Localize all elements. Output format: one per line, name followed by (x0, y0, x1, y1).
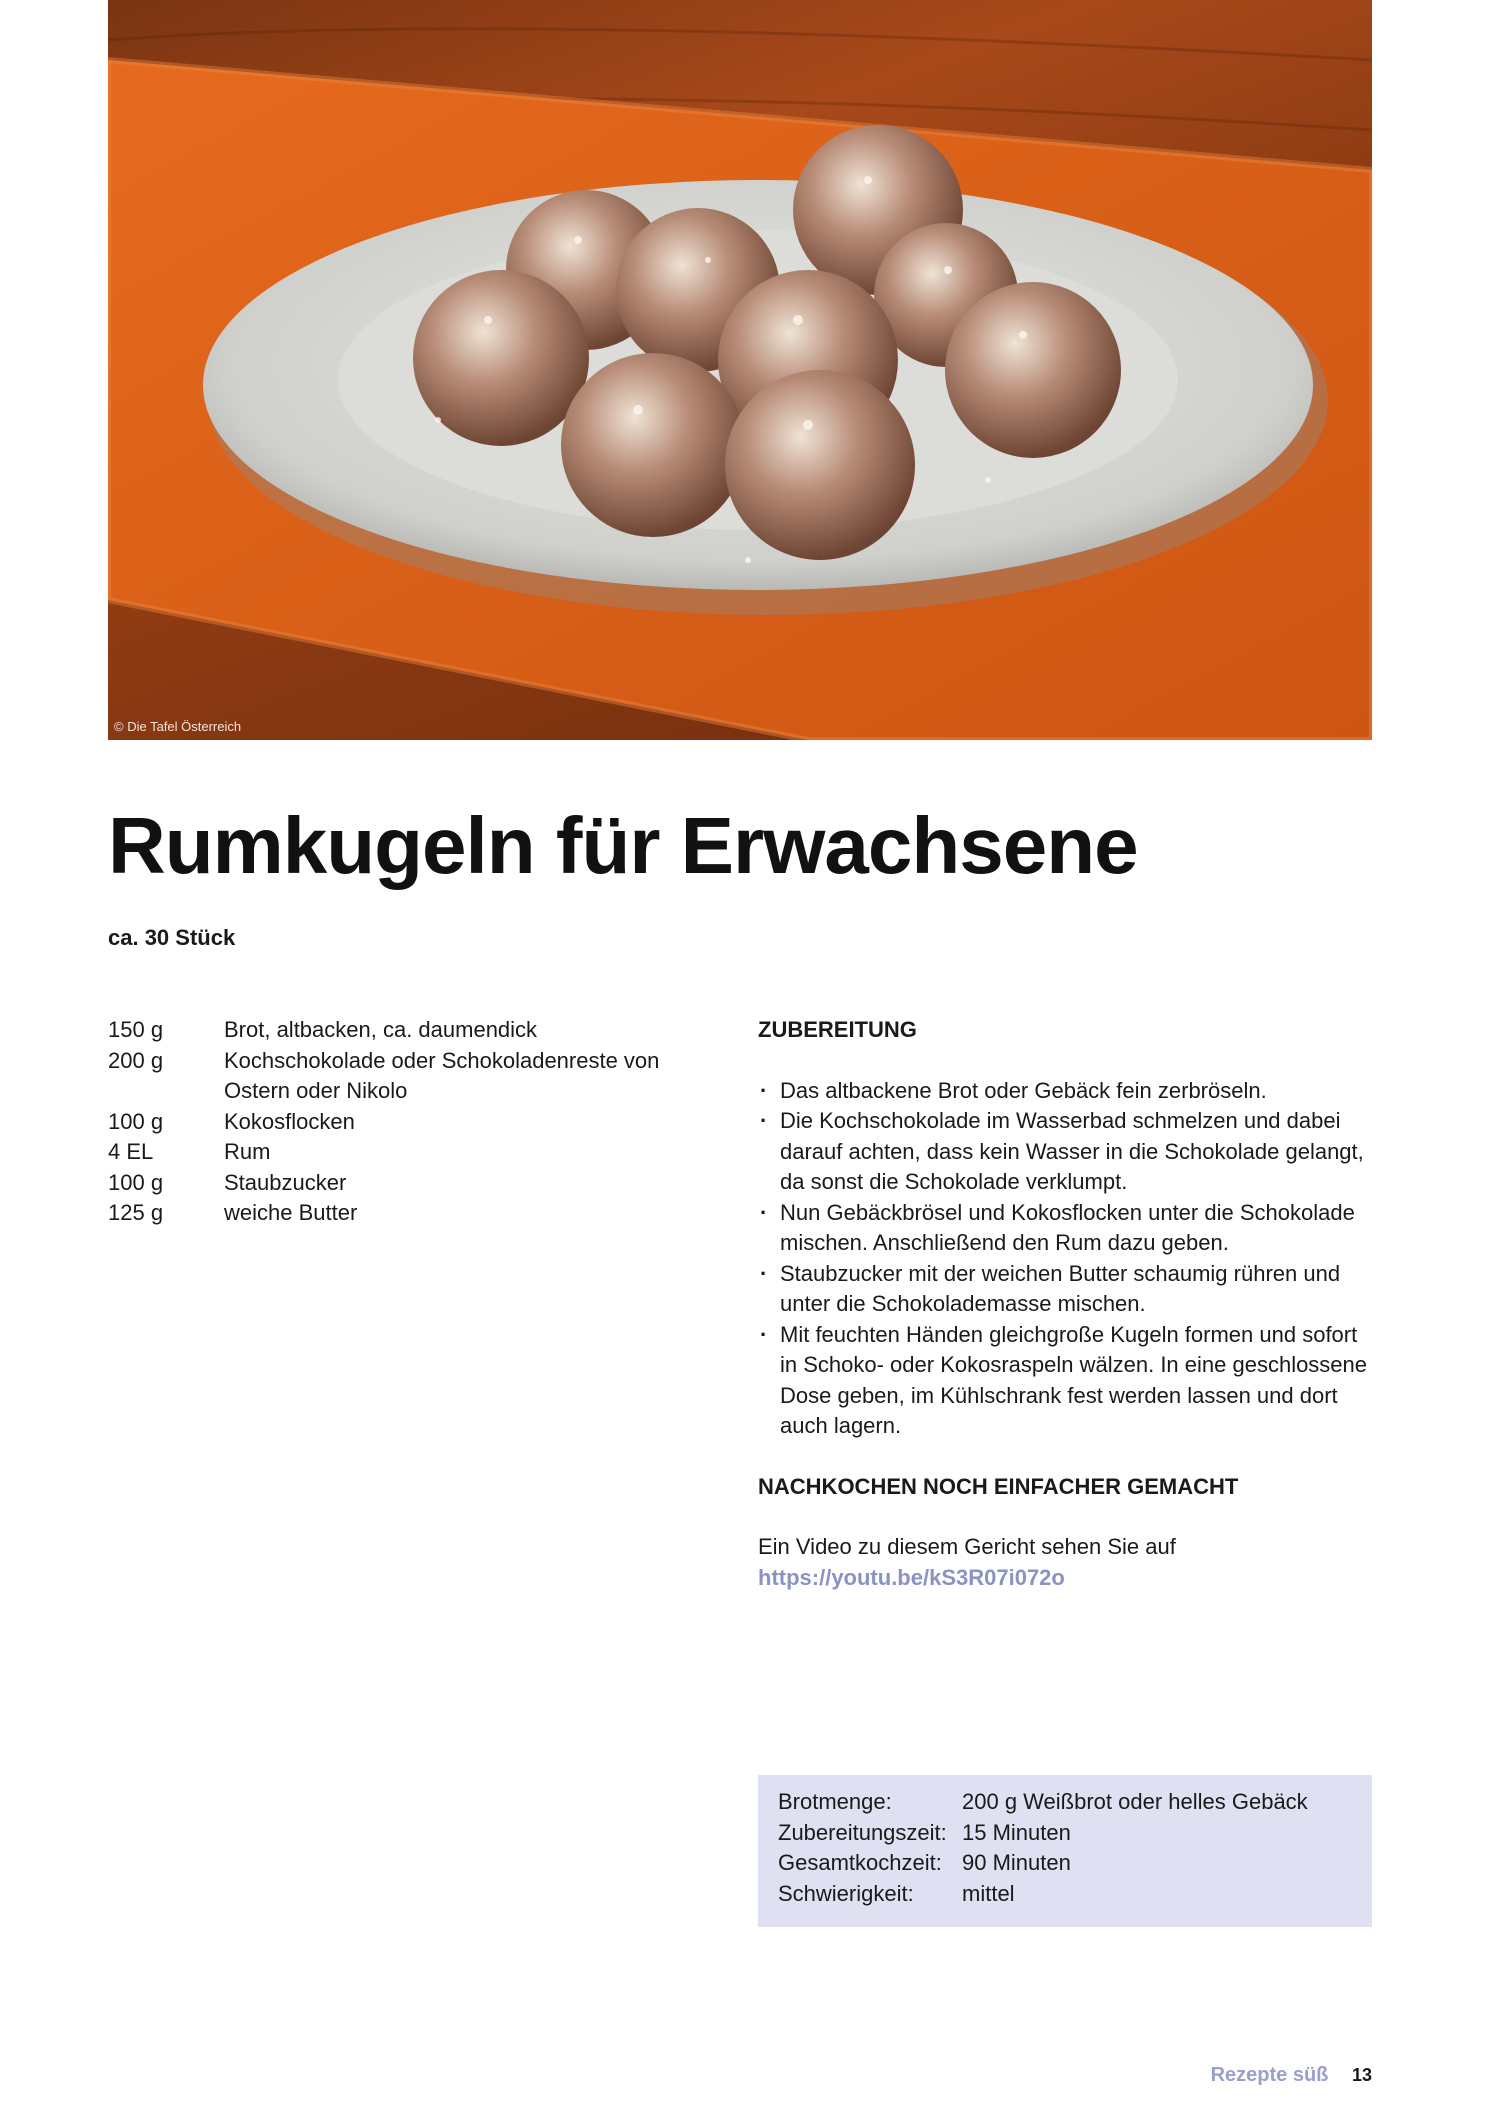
recipe-title: Rumkugeln für Erwachsene (108, 801, 1138, 890)
info-row (778, 1787, 1352, 1818)
ingredient-name: Kokosflocken (224, 1108, 355, 1134)
preparation-step: · Mit feuchten Händen gleichgroße Kugeln formen und sofort in Schoko- oder Kokosraspeln wälzen. In eine geschlossene Dose geben, im Kühlschrank fest werden lassen und dort auch lagern. (758, 1320, 1378, 1442)
preparation-step: · Staubzucker mit der weichen Butter schaumig rühren und unter die Schokolademasse mischen. (758, 1259, 1378, 1320)
info-label: Zubereitungszeit: (778, 1819, 947, 1845)
ingredient-row (108, 1015, 708, 1046)
info-label: Schwierigkeit: (778, 1880, 914, 1906)
info-label: Brotmenge: (778, 1789, 892, 1814)
info-value: 15 Minuten (962, 1819, 1071, 1845)
preparation-step: · Das altbackene Brot oder Gebäck fein zerbröseln. (758, 1076, 1378, 1107)
ingredient-qty: 200 g (108, 1047, 164, 1073)
video-text-block (758, 1532, 1378, 1593)
ingredient-name: Kochschokolade oder Schokoladenreste von Ostern oder Nikolo (224, 1047, 660, 1103)
page-number: 13 (1351, 2065, 1372, 2085)
servings: ca. 30 Stück (108, 925, 236, 950)
ingredient-name: Staubzucker (224, 1169, 347, 1195)
footer-section-label: Rezepte süß (1210, 2064, 1329, 2086)
video-heading: NACHKOCHEN NOCH EINFACHER GEMACHT (758, 1473, 1239, 1499)
recipe-photo (108, 0, 1372, 740)
ingredient-name: weiche Butter (224, 1200, 358, 1225)
ingredient-row (108, 1046, 708, 1107)
preparation-step: · Nun Gebäckbrösel und Kokosflocken unter die Schokolade mischen. Anschließend den Rum dazu geben. (758, 1198, 1378, 1259)
preparation-heading: ZUBEREITUNG (758, 1017, 917, 1042)
recipe-info-box (758, 1775, 1372, 1927)
preparation-steps (758, 1076, 1378, 1442)
photo-credit: © Die Tafel Österreich (114, 719, 242, 734)
info-label: Gesamtkochzeit: (778, 1850, 942, 1875)
ingredient-row (108, 1107, 708, 1138)
ingredient-name: Brot, altbacken, ca. daumendick (224, 1017, 538, 1042)
info-value: 200 g Weißbrot oder helles Gebäck (962, 1789, 1308, 1814)
info-value: 90 Minuten (962, 1850, 1071, 1875)
rum-balls-illustration (108, 0, 1372, 740)
ingredient-qty: 150 g (108, 1017, 164, 1042)
ingredient-qty: 100 g (108, 1169, 164, 1195)
page-footer (1211, 2064, 1372, 2087)
ingredient-qty: 100 g (108, 1108, 164, 1134)
info-row (778, 1818, 1352, 1849)
video-text: Ein Video zu diesem Gericht sehen Sie auf (758, 1534, 1176, 1559)
ingredient-qty: 125 g (108, 1200, 164, 1225)
ingredient-row (108, 1137, 708, 1168)
ingredients-list (108, 1015, 708, 1229)
ingredient-row (108, 1168, 708, 1199)
ingredient-name: Rum (224, 1139, 271, 1164)
ingredient-row (108, 1198, 708, 1229)
preparation-column (758, 1015, 1378, 1593)
info-value: mittel (962, 1880, 1015, 1906)
preparation-step: · Die Kochschokolade im Wasserbad schmelzen und dabei darauf achten, dass kein Wasser in die Schokolade gelangt, da sonst die Schokolade verklumpt. (758, 1106, 1378, 1198)
info-row (778, 1879, 1352, 1910)
ingredient-qty: 4 EL (108, 1139, 154, 1164)
video-link[interactable]: https://youtu.be/kS3R07i072o (758, 1564, 1065, 1590)
info-row (778, 1848, 1352, 1879)
